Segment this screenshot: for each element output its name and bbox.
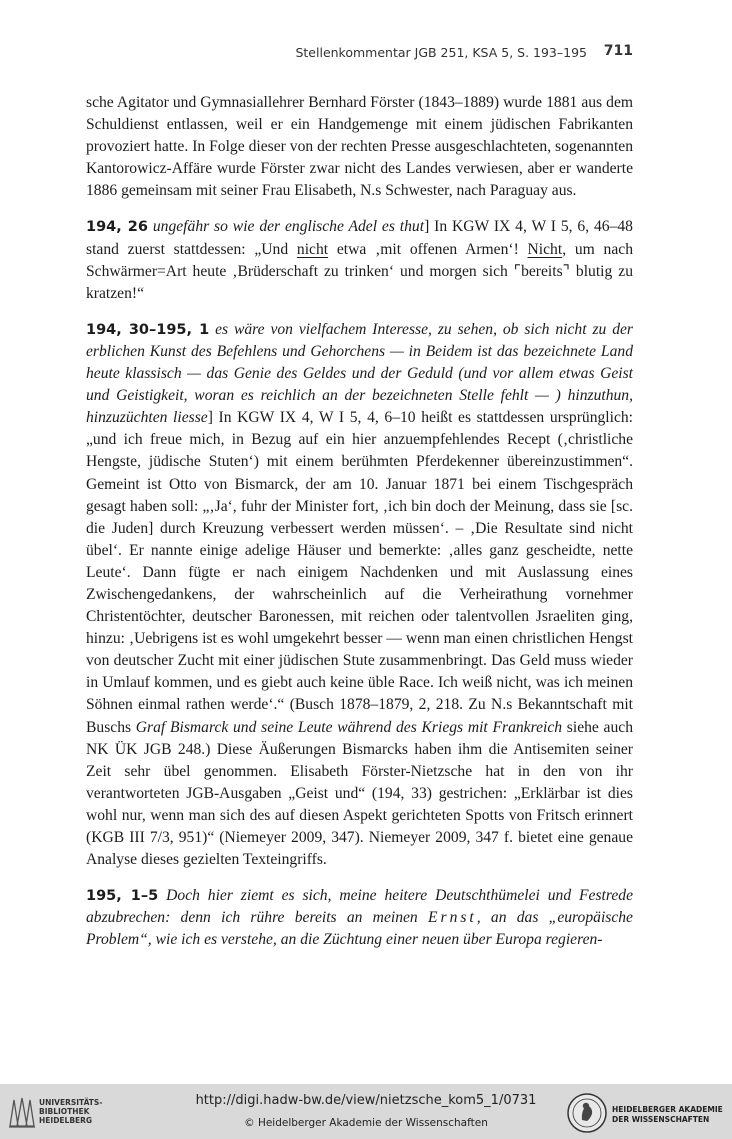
academy-logo <box>566 1092 726 1136</box>
lemma-reference: 195, 1–5 <box>86 888 159 905</box>
page-number: 711 <box>603 43 633 59</box>
underlined-word: nicht <box>296 240 329 258</box>
text-segment: etwa ‚mit offenen Armen‘! <box>328 240 528 258</box>
academy-name-line: DER WISSENSCHAFTEN <box>612 1115 710 1124</box>
copyright-notice: © Heidelberger Akademie der Wissenschaften <box>244 1117 488 1129</box>
quoted-text: Doch hier ziemt es sich, meine heitere Deutschthümelei und Festrede abzubrechen: denn ich rühre bereits an meinen <box>86 887 634 927</box>
quoted-text: Ernst <box>427 909 477 927</box>
quoted-text: es wäre von vielfachem Interesse, zu sehen, ob sich nicht zu der erblichen Kunst des Befehlens und Gehorchens — in Beidem ist das bezeichnete Land heute klassisch — das Genie des Geldes und der Geduld (und vor allem etwas Geist und Geistigkeit, woran es reichlich an der bezeichneten Stelle fehlt — ) hinzuthun, hinzuzüchten liesse <box>86 320 633 427</box>
text-segment: siehe auch NK ÜK JGB 248.) Diese Äußerungen Bismarcks haben ihm die Antisemiten seiner Zeit sehr übel genommen. Elisabeth Förster-Nietzsche hat in den von ihr verantworteten JGB-Ausgaben „Geist und“ (194, 33) gestrichen: „Erklärbar ist dies wohl nur, wenn man sich des auf diesen Aspekt gerichteten Spotts von Fritsch erinnert (KGB III 7/3, 951)“ (Niemeyer 2009, 347). Niemeyer 2009, 347 f. bietet eine genaue Analyse dieses gezielten Texteingriffs. <box>86 718 633 869</box>
quoted-text: ungefähr so wie der englische Adel es thut <box>152 218 425 236</box>
quoted-text: , an das „europäische Problem“, wie ich es verstehe, an die Züchtung einer neuen über Europa regieren- <box>86 909 633 949</box>
commentary-paragraph <box>86 92 633 202</box>
library-name-line: HEIDELBERG <box>39 1116 93 1125</box>
footer-bar <box>0 1084 732 1139</box>
academy-seal-icon <box>566 1092 608 1134</box>
running-head-title: Stellenkommentar JGB 251, KSA 5, S. 193–195 <box>295 45 587 60</box>
academy-name <box>612 1105 723 1125</box>
commentary-body <box>86 92 633 965</box>
library-name-line: BIBLIOTHEK <box>39 1107 90 1116</box>
underlined-word: Nicht <box>527 240 563 258</box>
text-segment <box>158 887 166 904</box>
lemma-reference: 194, 26 <box>86 219 148 236</box>
text-segment: ] In KGW IX 4, W I 5, 4, 6–10 heißt es stattdessen ursprünglich: „und ich freue mich, in Bezug auf ein hier anzuempfehlendes Recept (‚christliche Hengste, jüdische Stuten‘) mit einem berühmten Pferdekenner übereinzustimmen“. Gemeint ist Otto von Bismarck, der am 10. Januar 1871 bei einem Tischgespräch gesagt haben soll: „‚Ja‘, fuhr der Minister fort, ‚ich bin doch der Meinung, dass sie [sc. die Juden] durch Kreuzung verbessert werden müssen‘. – ‚Die Resultate sind nicht übel‘. Er nannte einige adelige Häuser und bemerkte: ‚alles ganz gescheidte, nette Leute‘. Dann fügte er nach einigem Nachdenken und mit Auslassung eines Zwischengedankens, der wahrscheinlich auf die Verheirathung vornehmer Christentöchter, deutscher Baronessen, mit reichen oder talentvollen Jsraeliten ging, hinzu: ‚Uebrigens ist es wohl umgekehrt besser — wenn man einen christlichen Hengst von deutscher Zucht mit einer jüdischen Stute zusammenbringt. Das Geld muss wieder in Umlauf kommen, und es giebt auch keine üble Race. Ich weiß nicht, was ich meinen Söhnen einmal rathen werde‘.“ (Busch 1878–1879, 2, 218. Zu N.s Bekanntschaft mit Buschs <box>86 409 634 736</box>
commentary-paragraph <box>86 885 633 951</box>
text-segment: , um nach Schwärmer=Art heute ‚Brüderschaft zu trinken‘ und morgen sich ⌜bereits⌝ blutig zu kratzen!“ <box>86 240 633 302</box>
lemma-reference: 194, 30–195, 1 <box>86 321 210 338</box>
running-head <box>86 41 633 65</box>
academy-name-line: HEIDELBERGER AKADEMIE <box>612 1105 723 1114</box>
library-name-line: UNIVERSITÄTS- <box>39 1098 103 1107</box>
text-segment: ] In KGW IX 4, W I 5, 6, 46–48 stand zuerst stattdessen: „Und <box>86 218 633 258</box>
commentary-paragraph <box>86 319 633 871</box>
quoted-text: Graf Bismarck und seine Leute während des Kriegs mit Frankreich <box>135 718 563 736</box>
source-url-link[interactable]: http://digi.hadw-bw.de/view/nietzsche_kom5_1/0731 <box>195 1093 537 1108</box>
text-segment: sche Agitator und Gymnasiallehrer Bernhard Förster (1843–1889) wurde 1881 aus dem Schuldienst entlassen, weil er ein Handgemenge mit einem jüdischen Fabrikanten provoziert hatte. In Folge dieser von der rechten Presse ausgeschlachteten, sogenannten Kantorowicz-Affäre wurde Förster zwar nicht des Landes verwiesen, aber er wanderte 1886 gemeinsam mit seiner Frau Elisabeth, N.s Schwester, nach Paraguay aus. <box>86 94 633 200</box>
commentary-paragraph <box>86 216 633 304</box>
